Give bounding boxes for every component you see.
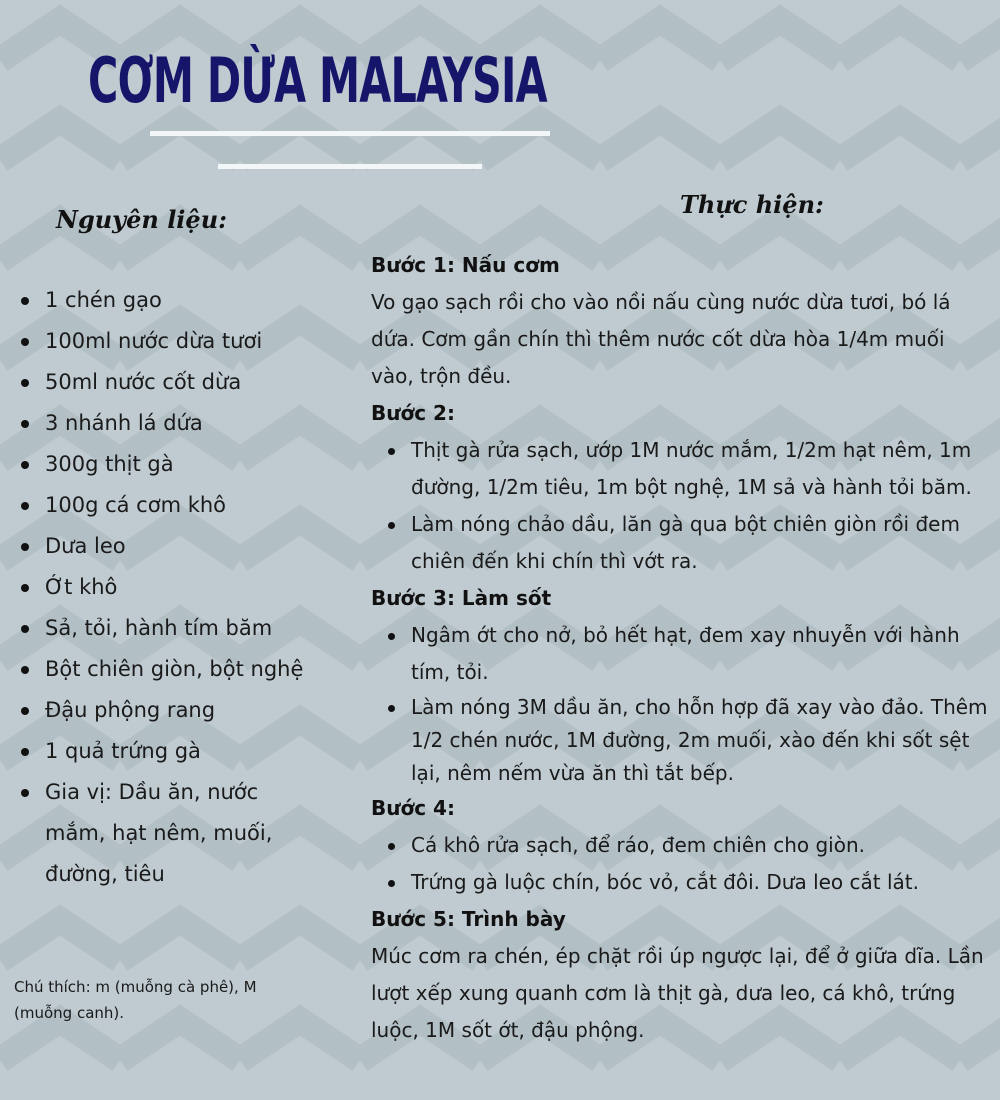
ingredient-item: Đậu phộng rang	[0, 690, 320, 731]
title-underline-short	[218, 164, 482, 169]
ingredients-list	[0, 280, 320, 895]
footnote: Chú thích: m (muỗng cà phê), M (muỗng canh).	[14, 978, 257, 1022]
step-5-text: Múc cơm ra chén, ép chặt rồi úp ngược lại, để ở giữa dĩa. Lần lượt xếp xung quanh cơm là thịt gà, dưa leo, cá khô, trứng luộc, 1M sốt ớt, đậu phộng.	[371, 944, 984, 1042]
ingredient-item: Sả, tỏi, hành tím băm	[0, 608, 320, 649]
ingredient-item: 3 nhánh lá dứa	[0, 403, 320, 444]
ingredient-item: 300g thịt gà	[0, 444, 320, 485]
step-4-title: Bước 4:	[371, 796, 455, 820]
step-3-title: Bước 3: Làm sốt	[371, 586, 552, 610]
ingredient-item: Ớt khô	[0, 567, 320, 608]
ingredient-item: Dưa leo	[0, 526, 320, 567]
step-5-title: Bước 5: Trình bày	[371, 907, 566, 931]
title-underline-long	[150, 131, 550, 136]
ingredients-heading: Nguyên liệu:	[56, 205, 227, 234]
method-steps	[371, 247, 993, 1049]
step-4-list	[371, 827, 993, 901]
step-2-list	[371, 432, 993, 580]
ingredient-item: 50ml nước cốt dừa	[0, 362, 320, 403]
ingredient-item: 1 quả trứng gà	[0, 731, 320, 772]
ingredient-item: 100g cá cơm khô	[0, 485, 320, 526]
method-heading: Thực hiện:	[680, 190, 824, 219]
step-bullet: Thịt gà rửa sạch, ướp 1M nước mắm, 1/2m hạt nêm, 1m đường, 1/2m tiêu, 1m bột nghệ, 1M sả và hành tỏi băm.	[371, 432, 993, 506]
step-3-list	[371, 617, 993, 790]
step-bullet: Trứng gà luộc chín, bóc vỏ, cắt đôi. Dưa leo cắt lát.	[371, 864, 993, 901]
ingredient-item: Gia vị: Dầu ăn, nước mắm, hạt nêm, muối, đường, tiêu	[0, 772, 320, 895]
step-1-title: Bước 1: Nấu cơm	[371, 253, 560, 277]
step-bullet: Làm nóng 3M dầu ăn, cho hỗn hợp đã xay vào đảo. Thêm 1/2 chén nước, 1M đường, 2m muối, xào đến khi sốt sệt lại, nêm nếm vừa ăn thì tắt bếp.	[371, 691, 993, 790]
step-bullet: Cá khô rửa sạch, để ráo, đem chiên cho giòn.	[371, 827, 993, 864]
ingredient-item: 100ml nước dừa tươi	[0, 321, 320, 362]
ingredient-item: 1 chén gạo	[0, 280, 320, 321]
ingredient-item: Bột chiên giòn, bột nghệ	[0, 649, 320, 690]
step-1-text: Vo gạo sạch rồi cho vào nồi nấu cùng nước dừa tươi, bó lá dứa. Cơm gần chín thì thêm nước cốt dừa hòa 1/4m muối vào, trộn đều.	[371, 290, 951, 388]
page-title: CƠM DỪA MALAYSIA	[88, 44, 547, 117]
step-bullet: Ngâm ớt cho nở, bỏ hết hạt, đem xay nhuyễn với hành tím, tỏi.	[371, 617, 993, 691]
step-bullet: Làm nóng chảo dầu, lăn gà qua bột chiên giòn rồi đem chiên đến khi chín thì vớt ra.	[371, 506, 993, 580]
step-2-title: Bước 2:	[371, 401, 455, 425]
